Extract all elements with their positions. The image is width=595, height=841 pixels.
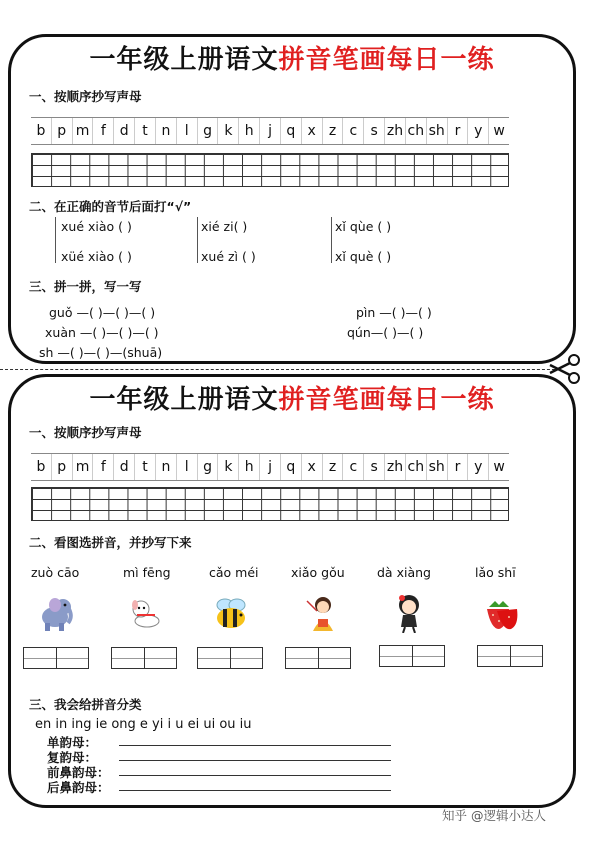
initial-letter: b	[31, 454, 52, 480]
initial-letter: h	[239, 454, 260, 480]
initial-letter: f	[93, 454, 114, 480]
pinyin-option: lǎo shī	[475, 565, 516, 580]
initial-letter: q	[281, 118, 302, 144]
initial-letter: r	[448, 454, 469, 480]
pinyin-option: xiǎo gǒu	[291, 565, 345, 580]
initial-letter: j	[260, 454, 281, 480]
title-red-text: 拼音笔画每日一练	[278, 45, 495, 75]
initial-letter: c	[343, 118, 364, 144]
spell-exercise[interactable]: sh —( )—( )—(shuā)	[39, 345, 163, 360]
initial-letter: y	[468, 454, 489, 480]
initial-letter: m	[73, 454, 94, 480]
initials-row-1	[31, 117, 509, 145]
initial-letter: g	[198, 454, 219, 480]
section3-heading: 三、拼一拼，写一写	[29, 279, 142, 294]
puppy-icon	[125, 593, 165, 633]
initial-letter: sh	[427, 118, 448, 144]
answer-box[interactable]	[285, 647, 351, 669]
initial-letter: x	[302, 118, 323, 144]
initial-letter: zh	[385, 118, 406, 144]
writing-grid-2[interactable]	[31, 487, 509, 521]
watermark: 知乎 @逻辑小达人	[442, 808, 546, 823]
initials-row-2	[31, 453, 509, 481]
title-black-text: 一年级上册语文	[89, 45, 279, 75]
pinyin-option: cǎo méi	[209, 565, 259, 580]
answer-box[interactable]	[379, 645, 445, 667]
bee-icon	[211, 593, 251, 633]
initial-letter: r	[448, 118, 469, 144]
finals-list: en in ing ie ong e yi i u ei ui ou iu	[35, 717, 252, 732]
initial-letter: z	[323, 118, 344, 144]
pinyin-option: mì fēng	[123, 565, 171, 580]
worksheet-title-2	[11, 379, 573, 416]
answer-box[interactable]	[477, 645, 543, 667]
initial-letter: p	[52, 454, 73, 480]
initial-letter: s	[364, 454, 385, 480]
answer-line[interactable]	[119, 735, 391, 746]
choice-item[interactable]: xué zì ( )	[201, 249, 256, 264]
initial-letter: zh	[385, 454, 406, 480]
initial-letter: w	[493, 123, 505, 139]
spell-exercise[interactable]: pìn —( )—( )	[356, 305, 432, 320]
answer-box[interactable]	[23, 647, 89, 669]
initial-letter: k	[218, 454, 239, 480]
worksheet-card-2	[8, 374, 576, 808]
initial-letter: t	[135, 118, 156, 144]
initial-letter: sh	[427, 454, 448, 480]
initial-letter: f	[93, 118, 114, 144]
choice-item[interactable]: xǐ què ( )	[335, 249, 392, 264]
initial-letter: g	[198, 118, 219, 144]
teacher-icon	[301, 593, 341, 633]
spell-exercise[interactable]: qún—( )—( )	[347, 325, 424, 340]
category-label: 单韵母：	[47, 735, 98, 750]
girl-icon	[389, 593, 429, 633]
initial-letter: p	[52, 118, 73, 144]
choice-item[interactable]: xǐ qùe ( )	[335, 219, 392, 234]
answer-line[interactable]	[119, 750, 391, 761]
initial-letter: l	[177, 118, 198, 144]
strawberry-icon	[481, 593, 521, 633]
title-black-text: 一年级上册语文	[89, 385, 279, 415]
initial-letter: n	[156, 118, 177, 144]
answer-box[interactable]	[197, 647, 263, 669]
initial-letter: d	[114, 454, 135, 480]
answer-line[interactable]	[119, 765, 391, 776]
initial-letter: c	[343, 454, 364, 480]
initial-letter: z	[323, 454, 344, 480]
initial-letter: t	[135, 454, 156, 480]
initial-letter: j	[260, 118, 281, 144]
initial-letter: x	[302, 454, 323, 480]
choice-item[interactable]: xié zi( )	[201, 219, 248, 234]
section1-heading: 一、按顺序抄写声母	[29, 425, 142, 440]
initial-letter: k	[218, 118, 239, 144]
initial-letter: b	[31, 118, 52, 144]
initial-letter: q	[281, 454, 302, 480]
category-label: 后鼻韵母：	[47, 780, 110, 795]
answer-line[interactable]	[119, 780, 391, 791]
initial-letter: ch	[406, 118, 427, 144]
initial-letter: d	[114, 118, 135, 144]
spell-exercise[interactable]: guǒ —( )—( )—( )	[49, 305, 156, 320]
title-red-text: 拼音笔画每日一练	[278, 385, 495, 415]
worksheet-title-1	[11, 39, 573, 76]
category-label: 前鼻韵母：	[47, 765, 110, 780]
writing-grid-1[interactable]	[31, 153, 509, 187]
section2-heading: 二、在正确的音节后面打“√”	[29, 199, 192, 214]
initial-letter: h	[239, 118, 260, 144]
choice-item[interactable]: xué xiào ( )	[61, 219, 132, 234]
choice-item[interactable]: xüé xiào ( )	[61, 249, 132, 264]
initial-letter: l	[177, 454, 198, 480]
section2-heading: 二、看图选拼音，并抄写下来	[29, 535, 192, 550]
initial-letter: ch	[406, 454, 427, 480]
initial-letter: m	[73, 118, 94, 144]
section1-heading: 一、按顺序抄写声母	[29, 89, 142, 104]
spell-exercise[interactable]: xuàn —( )—( )—( )	[45, 325, 159, 340]
pinyin-option: dà xiàng	[377, 565, 431, 580]
answer-box[interactable]	[111, 647, 177, 669]
section3-heading: 三、我会给拼音分类	[29, 697, 142, 712]
initial-letter: n	[156, 454, 177, 480]
initial-letter: y	[468, 118, 489, 144]
worksheet-card-1	[8, 34, 576, 364]
initial-letter: s	[364, 118, 385, 144]
category-label: 复韵母：	[47, 750, 98, 765]
initial-letter: w	[493, 459, 505, 475]
elephant-icon	[35, 593, 75, 633]
pinyin-option: zuò cāo	[31, 565, 80, 580]
cut-line	[0, 369, 560, 370]
